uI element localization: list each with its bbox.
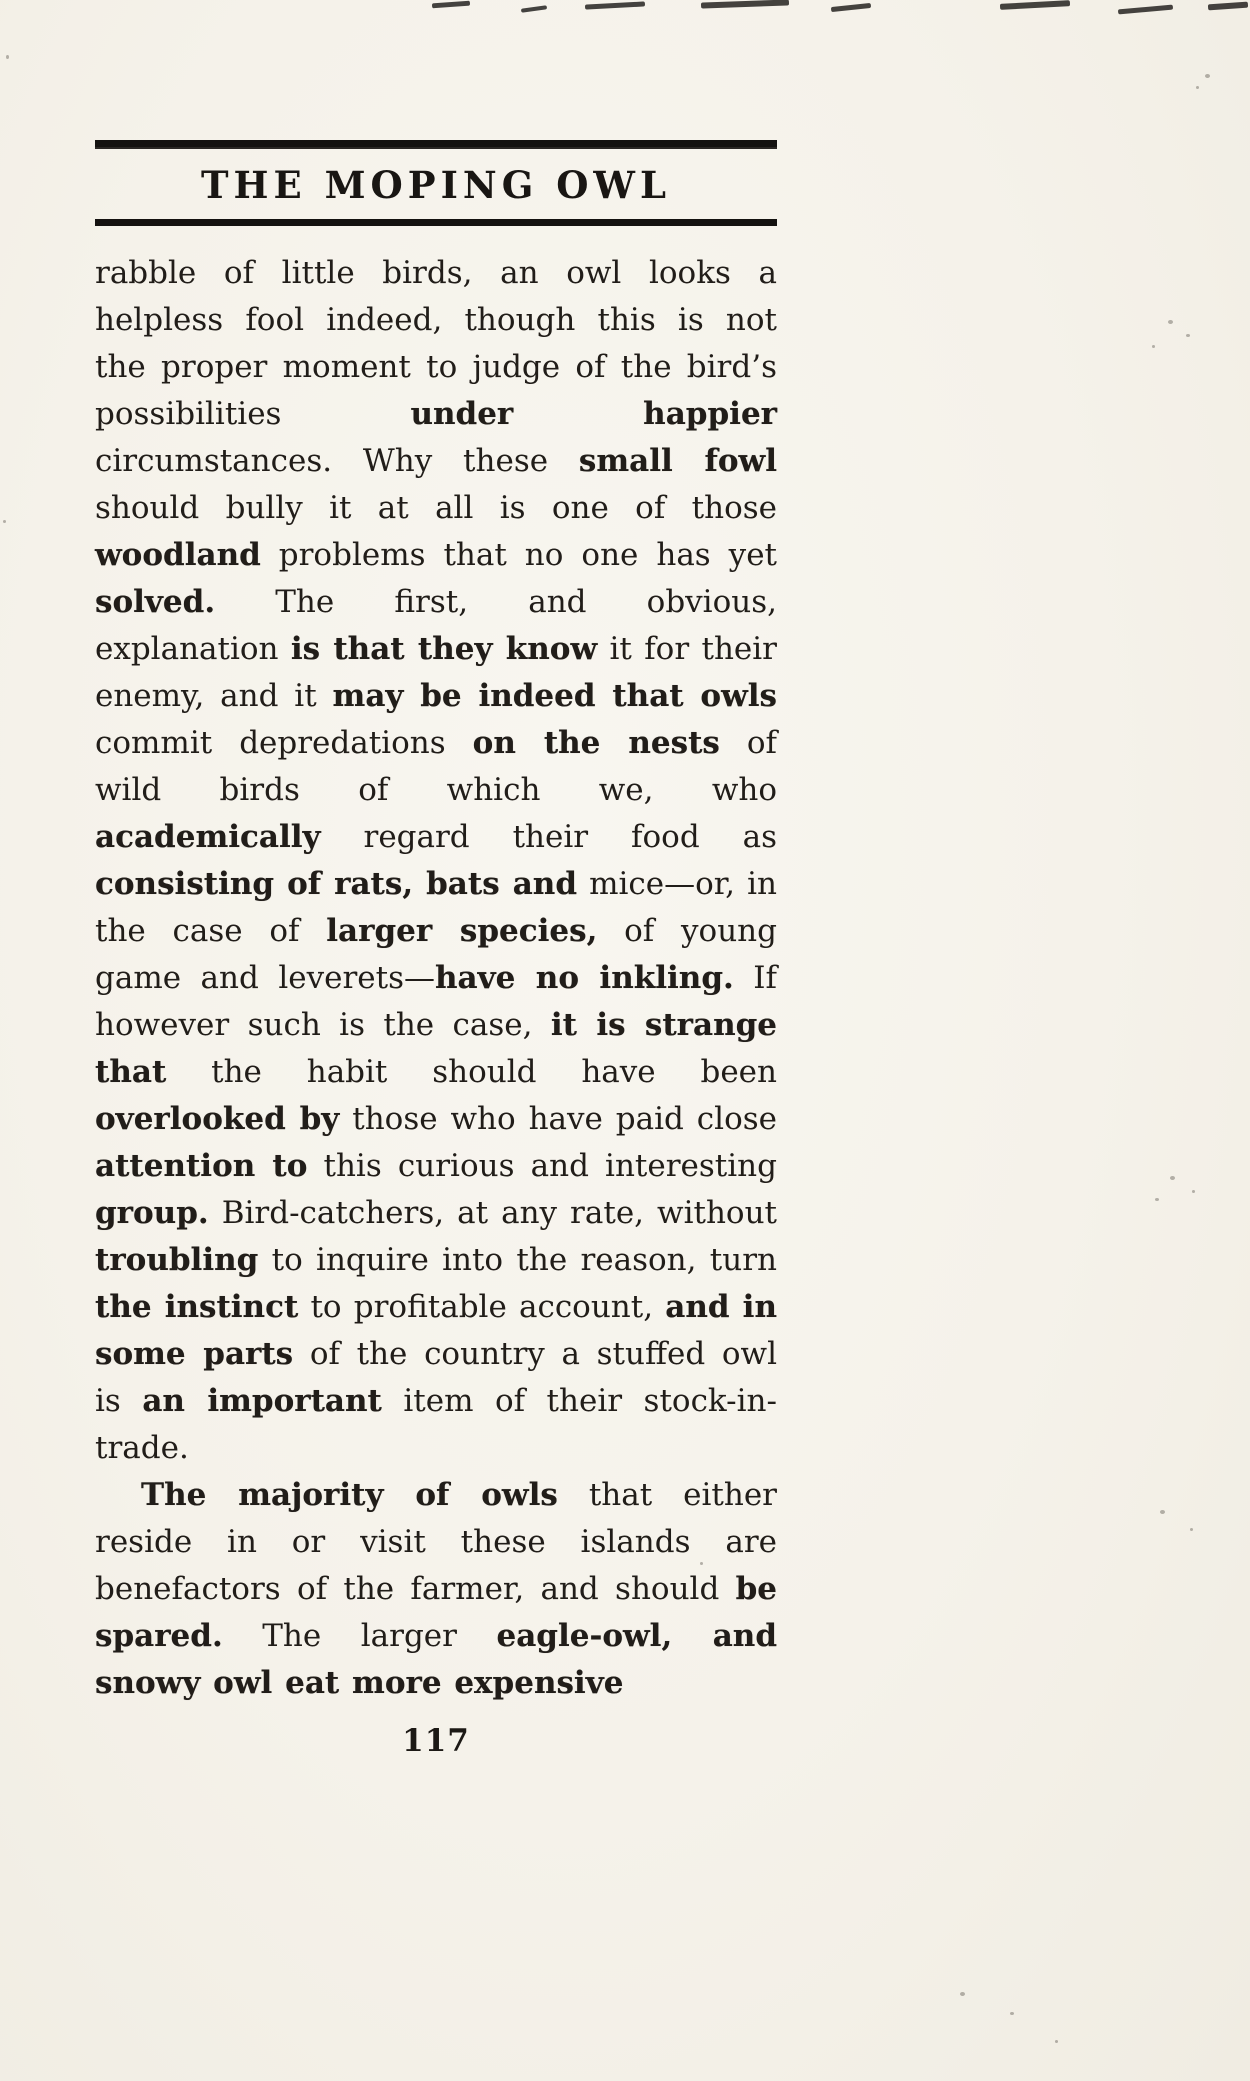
text-segment: be spared. (95, 1571, 777, 1654)
text-segment: group. (95, 1195, 209, 1231)
text-segment: on the nests (472, 725, 720, 761)
scan-speck (3, 520, 6, 523)
text-segment: regard their food as (320, 819, 777, 855)
text-segment: it is strange that (95, 1007, 778, 1090)
torn-edge-mark (701, 0, 789, 9)
torn-edge-mark (831, 3, 871, 12)
text-segment: of wild birds of which we, who (95, 725, 777, 808)
scan-speck (6, 55, 9, 59)
text-segment: should bully it at all is one of those (95, 490, 777, 526)
text-segment: small fowl (578, 443, 777, 479)
text-segment: consisting of rats, bats and (95, 866, 577, 902)
text-segment: academically (95, 819, 321, 855)
text-segment: to inquire into the reason, turn (258, 1242, 777, 1278)
text-segment: and in some parts (95, 1289, 777, 1372)
text-segment: solved. (95, 584, 216, 620)
scan-speck (960, 1992, 965, 1996)
paragraph (95, 1472, 777, 1707)
text-segment: eagle-owl, and snowy owl eat more expensive (95, 1618, 777, 1701)
text-segment: circumstances. Why these (95, 443, 579, 479)
text-segment: The larger (222, 1618, 497, 1654)
torn-edge-mark (1000, 0, 1070, 10)
text-segment: that either reside in or visit these islands are benefactors of the farmer, and should (95, 1477, 777, 1607)
text-segment: Bird-catchers, at any rate, without (208, 1195, 777, 1231)
scan-speck (1010, 2012, 1014, 2015)
text-segment: If however such is the case, (95, 960, 778, 1043)
scan-speck (1190, 1528, 1193, 1531)
text-segment: the habit should have been (166, 1054, 777, 1090)
scan-speck (1055, 2040, 1058, 2043)
text-segment: The majority of owls (141, 1477, 558, 1513)
text-segment: troubling (95, 1242, 259, 1278)
torn-edge-mark (521, 5, 547, 13)
torn-edge-mark (1208, 2, 1248, 11)
title-underline-rule (95, 219, 777, 226)
text-segment: to profitable account, (298, 1289, 666, 1325)
text-segment: problems that no one has yet (260, 537, 777, 573)
text-segment: rabble of little birds, an owl looks a helpless fool indeed, though this is not the proper moment to judge of the bird’s possibilities (95, 255, 777, 432)
scan-speck (1152, 345, 1155, 348)
text-segment: woodland (95, 537, 261, 573)
text-segment: commit depredations (95, 725, 473, 761)
text-segment: the instinct (95, 1289, 299, 1325)
text-segment: is that they know (290, 631, 598, 667)
text-column (95, 140, 777, 1759)
text-segment: of the country a stuffed owl is (95, 1336, 777, 1419)
text-segment: have no inkling. (435, 960, 734, 996)
text-segment: an important (142, 1383, 382, 1419)
torn-edge-mark (585, 1, 645, 9)
scan-speck (1168, 320, 1173, 324)
scan-speck (1205, 74, 1210, 78)
text-segment: of young game and leverets— (95, 913, 777, 996)
torn-edge-mark (432, 1, 470, 9)
scan-speck (1160, 1510, 1165, 1514)
text-segment: this curious and interesting (307, 1148, 777, 1184)
torn-edge-mark (1118, 5, 1173, 15)
text-segment: under happier (410, 396, 777, 432)
body-text (95, 250, 777, 1707)
text-segment: The first, and obvious, explanation (95, 584, 777, 667)
scan-speck (1170, 1176, 1175, 1180)
text-segment: those who have paid close (339, 1101, 777, 1137)
text-segment: mice—or, in the case of (95, 866, 777, 949)
text-segment: overlooked by (95, 1101, 340, 1137)
scan-speck (1155, 1198, 1159, 1201)
paragraph (95, 250, 777, 1472)
text-segment: larger species, (326, 913, 598, 949)
text-segment: may be indeed that owls (332, 678, 778, 714)
page-number: 117 (402, 1723, 470, 1759)
top-rule (95, 140, 777, 149)
scan-speck (1196, 86, 1199, 89)
text-segment: it for their enemy, and it (95, 631, 777, 714)
scan-speck (1192, 1190, 1195, 1193)
text-segment: attention to (95, 1148, 308, 1184)
text-segment: item of their stock-in-trade. (95, 1383, 777, 1466)
page-title: THE MOPING OWL (201, 163, 671, 207)
scan-speck (1186, 334, 1190, 337)
